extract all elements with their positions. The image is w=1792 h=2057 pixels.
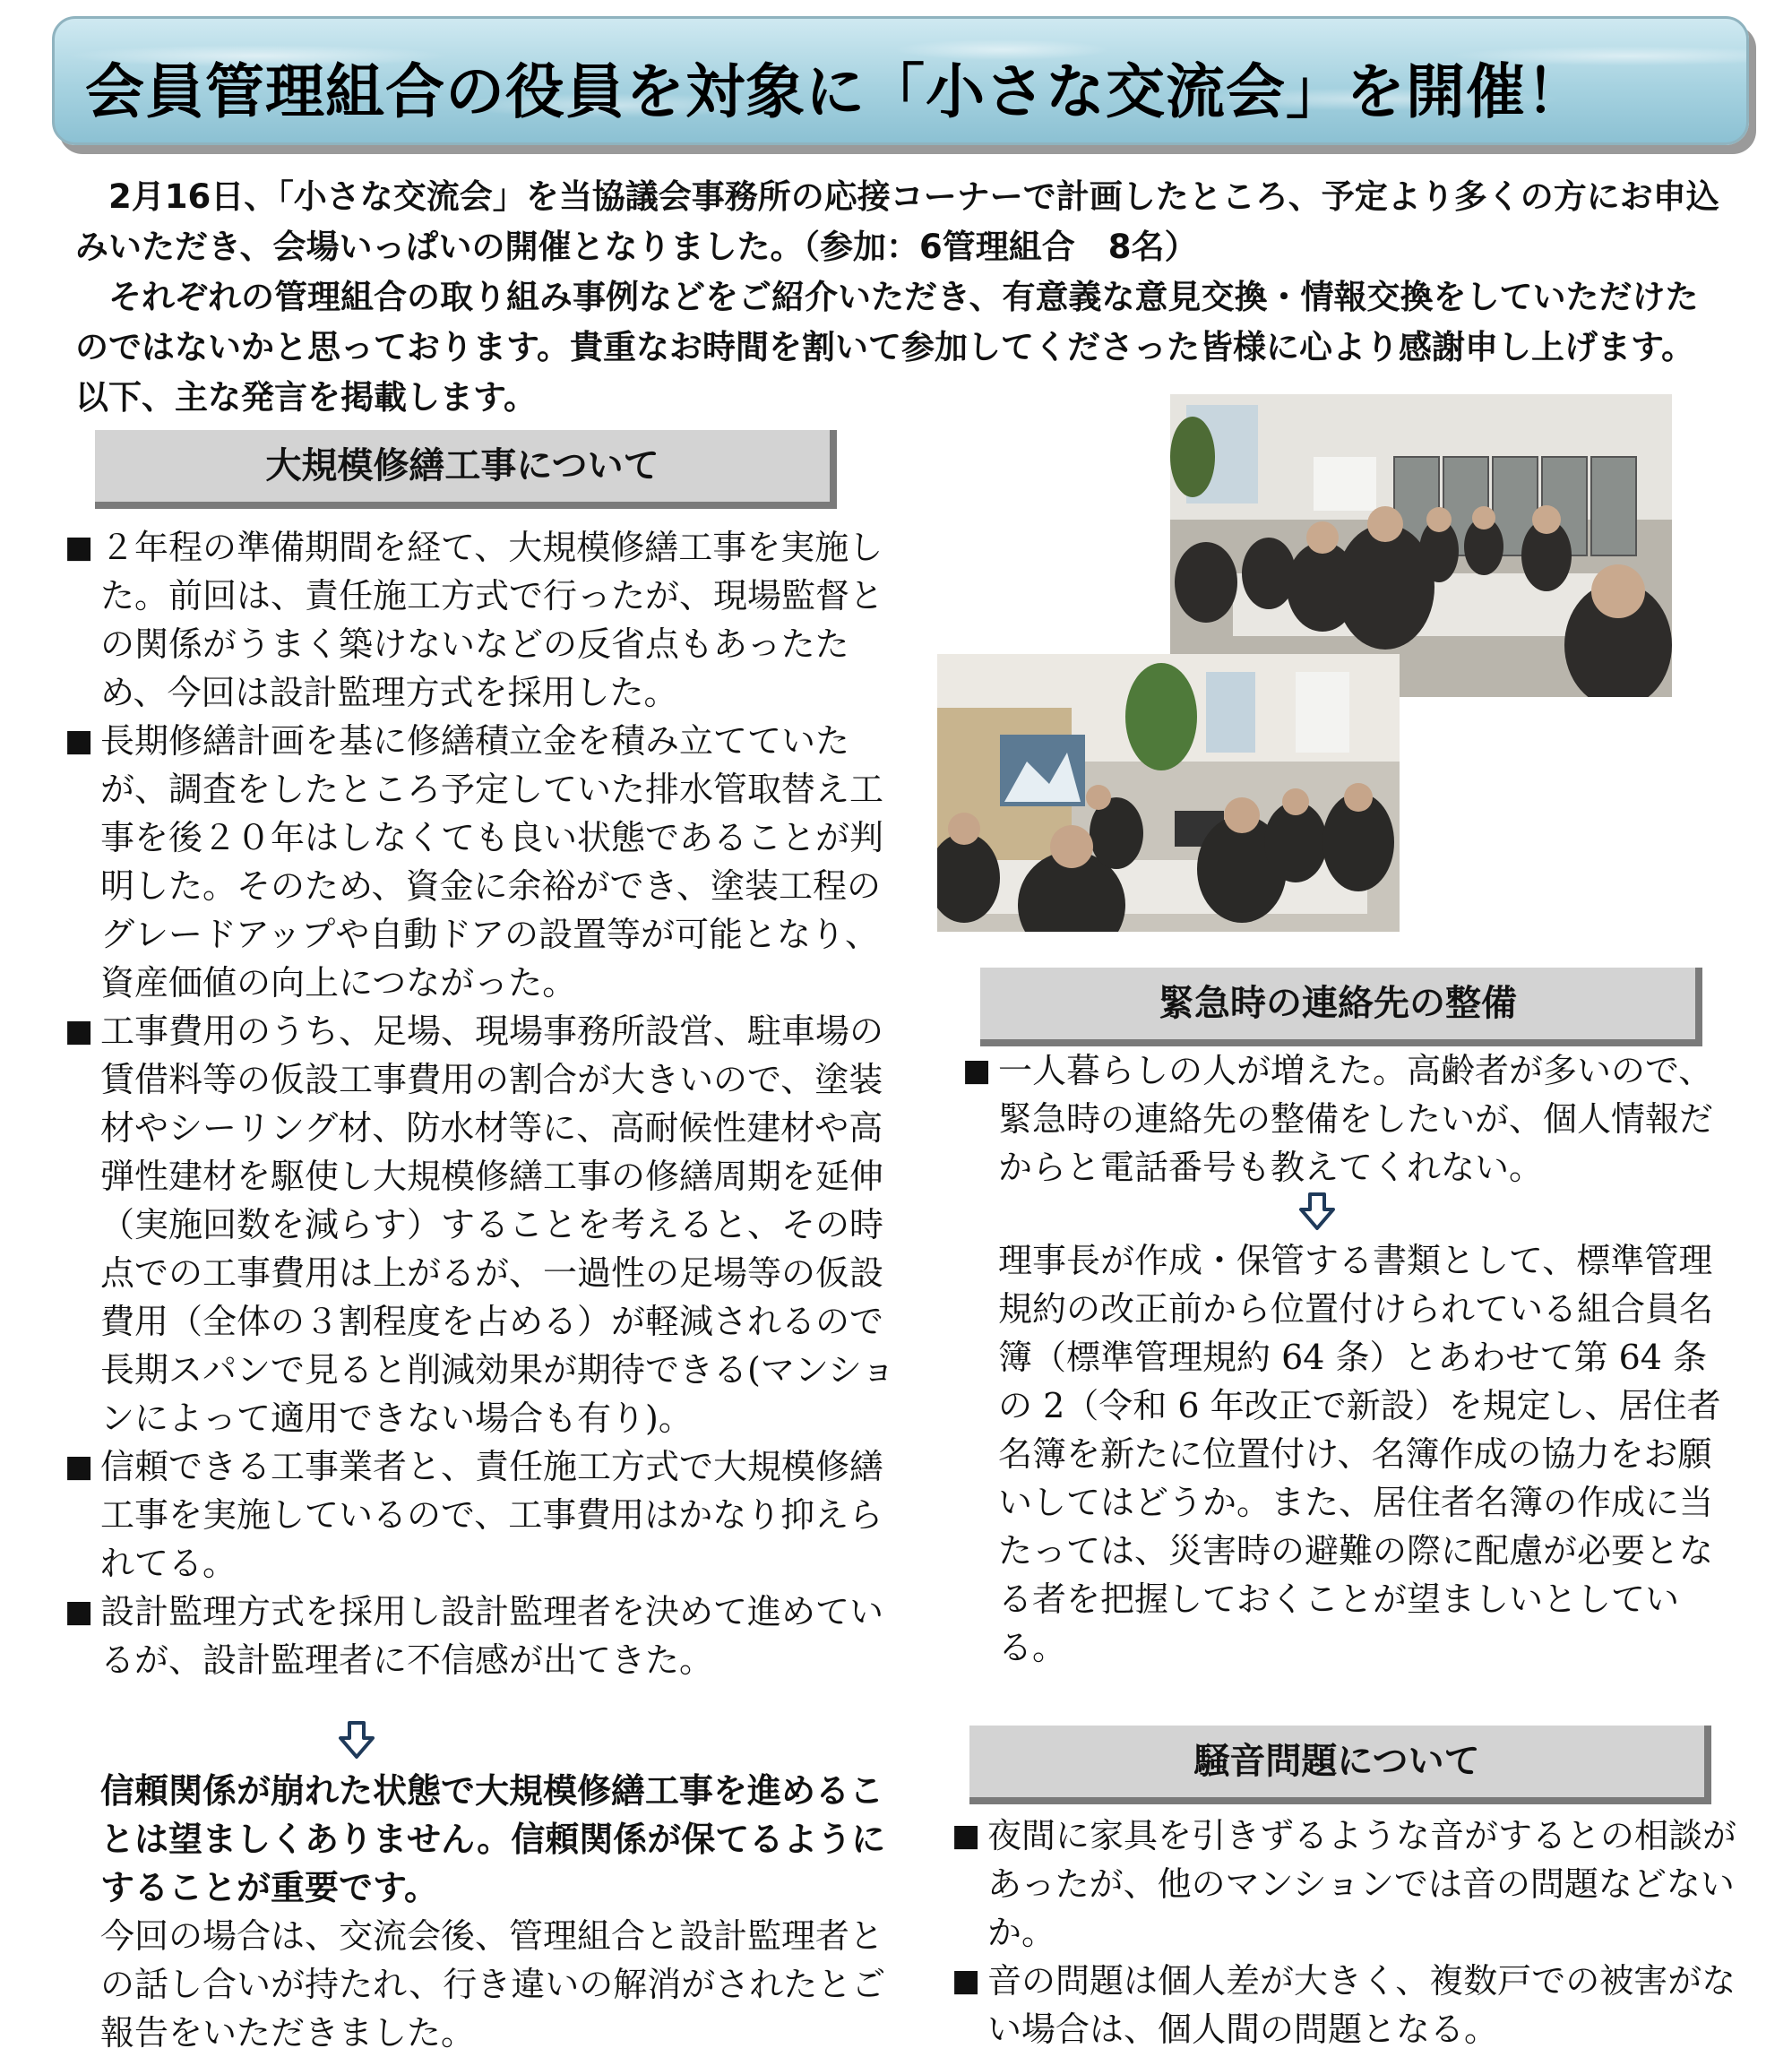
down-arrow-icon xyxy=(1297,1192,1337,1231)
down-arrow-icon xyxy=(337,1720,376,1760)
conclusion-bold-text: 信頼関係が崩れた状態で大規模修繕工事を進めることは望ましくありません。信頼関係が保てるようにすることが重要です。 xyxy=(100,1770,886,1907)
title-banner xyxy=(52,16,1749,145)
intro-paragraph-1: 2月16日、「小さな交流会」を当協議会事務所の応接コーナーで計画したところ、予定より多くの方にお申込みいただき、会場いっぱいの開催となりました。（参加：6管理組合 8名） xyxy=(75,177,1719,266)
conclusion-text: 今回の場合は、交流会後、管理組合と設計監理者との話し合いが持たれ、行き違いの解消がされたとご報告をいただきました。 xyxy=(100,1916,886,2053)
list-item: ■ 設計監理方式を採用し設計監理者を決めて進めているが、設計監理者に不信感が出てきた。 xyxy=(65,1588,898,1684)
list-item: ■ 夜間に家具を引きずるような音がするとの相談があったが、他のマンションでは音の問題などないか。 xyxy=(952,1812,1740,1957)
intro-paragraph-2: それぞれの管理組合の取り組み事例などをご紹介いただき、有意義な意見交換・情報交換をしていただけたのではないかと思っております。貴重なお時間を割いて参加してくださった皆様に心より感謝申し上げます。以下、主な発言を掲載します。 xyxy=(75,278,1699,417)
meeting-photo-2 xyxy=(937,654,1400,932)
list-item: ■ 長期修繕計画を基に修繕積立金を積み立てていたが、調査をしたところ予定していた排水管取替え工事を後２０年はしなくても良い状態であることが判明した。そのため、資金に余裕ができ、塗装工程のグレードアップや自動ドアの設置等が可能となり、資産価値の向上につながった。 xyxy=(65,717,898,1007)
meeting-photo-1 xyxy=(1170,394,1672,697)
section-heading-renovation: 大規模修繕工事について xyxy=(95,430,837,509)
emergency-answer: 理事長が作成・保管する書類として、標準管理規約の改正前から位置付けられている組合員名簿（標準管理規約 64 条）とあわせて第 64 条の 2（令和 6 年改正で新設）を規定し、居住者名簿を新たに位置付け、名簿作成の協力をお願いしてはどうか。また、居住者名簿の作成に当たっては、災害時の避難の際に配慮が必要となる者を把握しておくことが望ましいとしている。 xyxy=(998,1241,1721,1667)
renovation-conclusion xyxy=(100,1767,898,2057)
page-title: 会員管理組合の役員を対象に「小さな交流会」を開催！ xyxy=(85,57,1586,126)
list-item: ■ 一人暮らしの人が増えた。高齢者が多いので、緊急時の連絡先の整備をしたいが、個人情報だからと電話番号も教えてくれない。 xyxy=(962,1046,1733,1192)
section-heading-noise: 騒音問題について xyxy=(969,1726,1711,1804)
noise-list xyxy=(952,1812,1740,2053)
emergency-list xyxy=(962,1046,1733,1192)
renovation-list xyxy=(65,523,898,1684)
intro-text xyxy=(75,172,1720,423)
list-item: ■ 信頼できる工事業者と、責任施工方式で大規模修繕工事を実施しているので、工事費用はかなり抑えられてる。 xyxy=(65,1442,898,1588)
list-item: ■ 工事費用のうち、足場、現場事務所設営、駐車場の賃借料等の仮設工事費用の割合が大きいので、塗装材やシーリング材、防水材等に、高耐候性建材や高弾性建材を駆使し大規模修繕工事の修繕周期を延伸（実施回数を減らす）することを考えると、その時点での工事費用は上がるが、一過性の足場等の仮設費用（全体の３割程度を占める）が軽減されるので長期スパンで見ると削減効果が期待できる(マンションによって適用できない場合も有り)。 xyxy=(65,1007,898,1442)
list-item: ■ ２年程の準備期間を経て、大規模修繕工事を実施した。前回は、責任施工方式で行ったが、現場監督との関係がうまく築けないなどの反省点もあったため、今回は設計監理方式を採用した。 xyxy=(65,523,898,717)
list-item: ■ 音の問題は個人差が大きく、複数戸での被害がない場合は、個人間の問題となる。 xyxy=(952,1957,1740,2053)
section-heading-emergency: 緊急時の連絡先の整備 xyxy=(980,968,1702,1046)
